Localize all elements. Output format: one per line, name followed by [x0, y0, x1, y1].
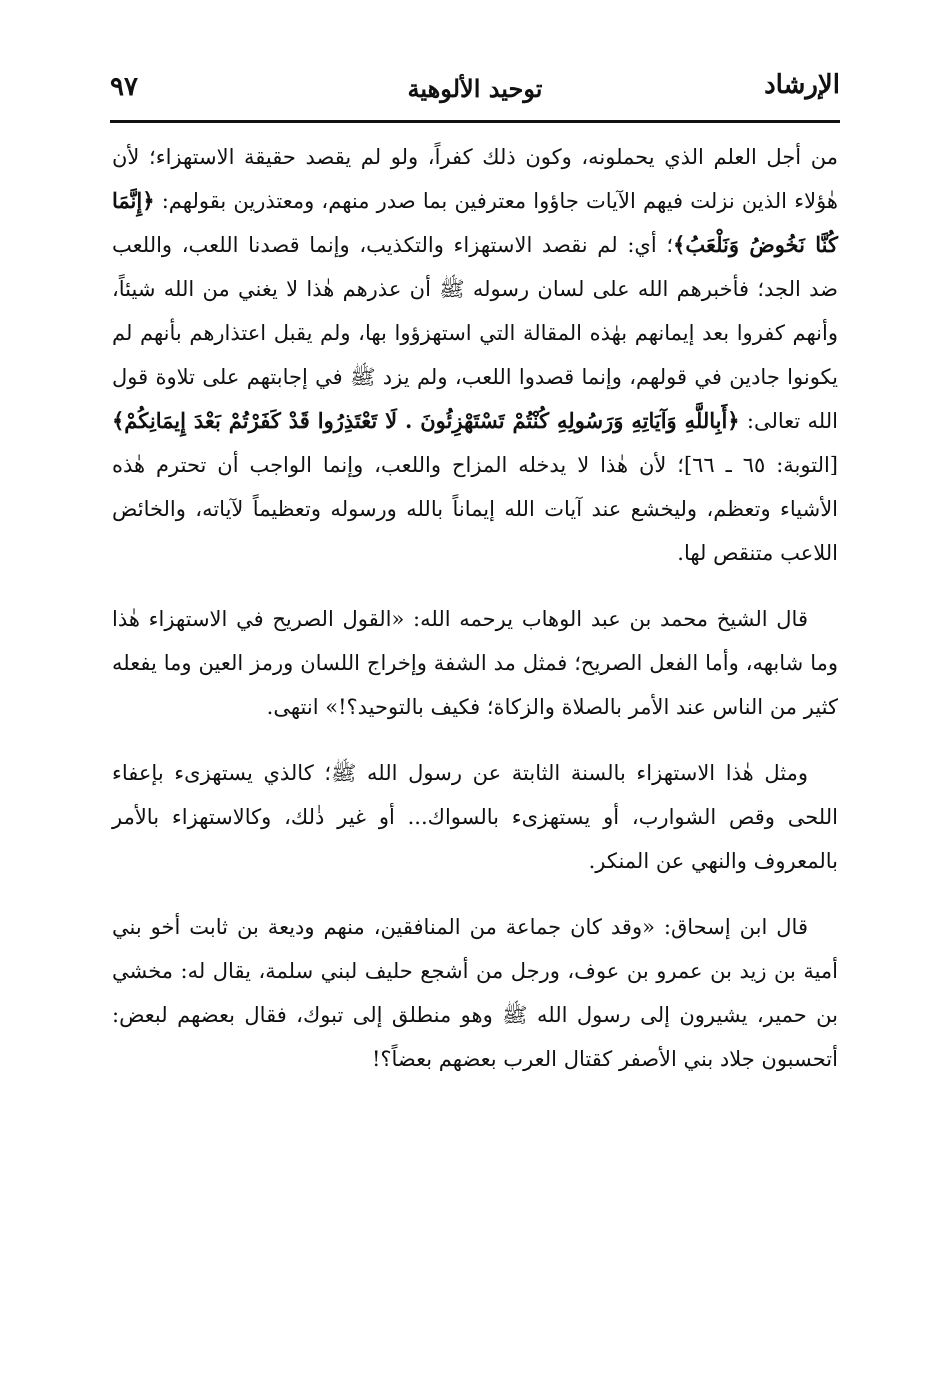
paragraph-1-part-a: من أجل العلم الذي يحملونه، وكون ذلك كفراً، ولو لم يقصد حقيقة الاستهزاء؛ لأن هٰؤلاء الذين نزلت فيهم الآيات جاؤوا معترفين بما صدر منهم، ومعتذرين بقولهم: — [112, 145, 838, 213]
paragraph-3: ومثل هٰذا الاستهزاء بالسنة الثابتة عن رسول الله ﷺ؛ كالذي يستهزىء بإعفاء اللحى وقص الشوارب، أو يستهزىء بالسواك... أو غير ذٰلك، وكالاستهزاء بالأمر بالمعروف والنهي عن المنكر. — [112, 761, 838, 873]
page-number: ٩٧ — [110, 72, 138, 102]
paragraph-gap — [112, 883, 838, 905]
quran-verse-2: ﴿أَبِاللَّهِ وَآيَاتِهِ وَرَسُولِهِ كُنْتُمْ تَسْتَهْزِئُونَ . لَا تَعْتَذِرُوا قَدْ كَفَرْتُمْ بَعْدَ إِيمَانِكُمْ﴾ — [112, 408, 740, 433]
body-text — [112, 135, 838, 1081]
chapter-title: توحيد الألوهية — [407, 74, 543, 103]
header-divider — [110, 120, 840, 123]
paragraph-gap — [112, 729, 838, 751]
paragraph-gap — [112, 575, 838, 597]
paragraph-2: قال الشيخ محمد بن عبد الوهاب يرحمه الله: «القول الصريح في الاستهزاء هٰذا وما شابهه، وأما الفعل الصريح؛ فمثل مد الشفة وإخراج اللسان ورمز العين وما يفعله كثير من الناس عند الأمر بالصلاة والزكاة؛ فكيف بالتوحيد؟!» انتهى. — [112, 607, 838, 719]
paragraph-1 — [112, 135, 838, 575]
book-title: الإرشاد — [764, 70, 840, 100]
paragraph-1-part-b: ؛ أي: لم نقصد الاستهزاء والتكذيب، وإنما قصدنا اللعب، واللعب ضد الجد؛ فأخبرهم الله على لسان رسوله ﷺ أن عذرهم هٰذا لا يغني من الله شيئاً، وأنهم كفروا بعد إيمانهم بهٰذه المقالة التي استهزؤوا بها، ولم يقبل اعتذارهم بأنهم لم يكونوا جادين في قولهم، وإنما قصدوا اللعب، ولم يزد ﷺ في إجابتهم على تلاوة قول الله تعالى: — [112, 233, 838, 433]
page-header — [110, 62, 840, 118]
paragraph-1-part-c: [التوبة: ٦٥ ـ ٦٦]؛ لأن هٰذا لا يدخله المزاح واللعب، وإنما الواجب أن تحترم هٰذه الأشياء وتعظم، وليخشع عند آيات الله إيماناً بالله ورسوله وتعظيماً لآياته، والخائض اللاعب متنقص لها. — [112, 453, 838, 565]
paragraph-4: قال ابن إسحاق: «وقد كان جماعة من المنافقين، منهم وديعة بن ثابت أخو بني أمية بن زيد بن عمرو بن عوف، ورجل من أشجع حليف لبني سلمة، يقال له: مخشي بن حمير، يشيرون إلى رسول الله ﷺ وهو منطلق إلى تبوك، فقال بعضهم لبعض: أتحسبون جلاد بني الأصفر كقتال العرب بعضهم بعضاً؟! — [112, 915, 838, 1071]
quran-verse-1: ﴿إِنَّمَا كُنَّا نَخُوضُ وَنَلْعَبُ﴾ — [112, 188, 838, 257]
